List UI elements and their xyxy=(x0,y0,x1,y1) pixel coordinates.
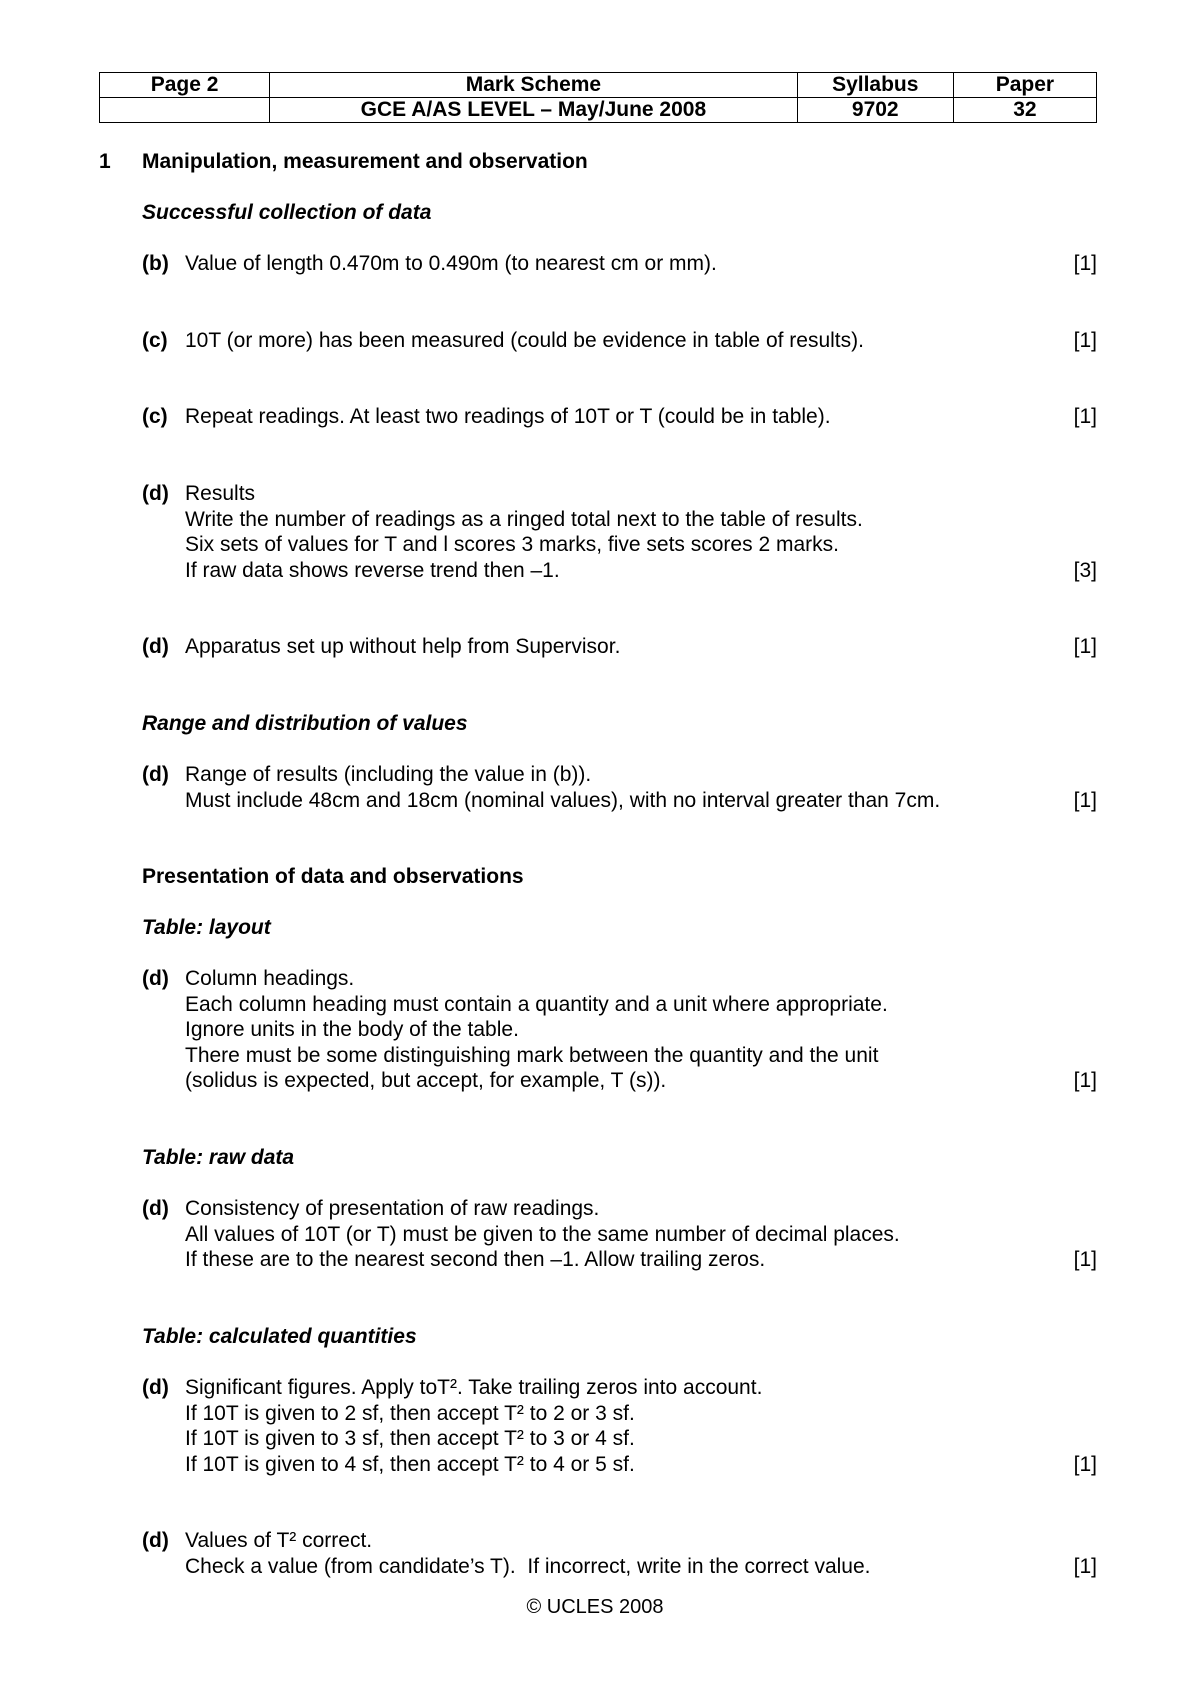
syllabus-code: 9702 xyxy=(797,98,953,123)
item-text: Consistency of presentation of raw readings. All values of 10T (or T) must be given to the same number of decimal places. If these are to the nearest second then –1. Allow trailing zeros. xyxy=(185,1197,900,1272)
section-heading: Table: calculated quantities xyxy=(142,1325,417,1348)
item-text: Results Write the number of readings as a ringed total next to the table of results. Six sets of values for T and l scores 3 marks, five sets scores 2 marks. If raw data shows reverse trend then –1. xyxy=(185,482,863,582)
item-mark: [1] xyxy=(1073,1248,1097,1271)
item-mark: [1] xyxy=(1073,405,1097,428)
document-title: Mark Scheme xyxy=(270,73,798,98)
syllabus-label: Syllabus xyxy=(797,73,953,98)
item-text: Range of results (including the value in (b)). Must include 48cm and 18cm (nominal values), with no interval greater than 7cm. xyxy=(185,763,941,812)
item-mark: [1] xyxy=(1073,1555,1097,1578)
item-mark: [1] xyxy=(1073,1069,1097,1092)
item-label: (b) xyxy=(142,252,169,275)
section-heading: Table: layout xyxy=(142,916,271,939)
item-label: (c) xyxy=(142,405,168,428)
item-label: (d) xyxy=(142,1197,169,1220)
item-label: (d) xyxy=(142,763,169,786)
header-row-1 xyxy=(100,73,1097,98)
item-mark: [1] xyxy=(1073,252,1097,275)
exam-name: GCE A/AS LEVEL – May/June 2008 xyxy=(270,98,798,123)
empty-cell xyxy=(100,98,270,123)
item-text: Significant figures. Apply toT². Take trailing zeros into account. If 10T is given to 2 sf, then accept T² to 2 or 3 sf. If 10T is given to 3 sf, then accept T² to 3 or 4 sf. If 10T is given to 4 sf, then accept T² to 4 or 5 sf. xyxy=(185,1376,763,1476)
item-mark: [3] xyxy=(1073,559,1097,582)
question-title: Manipulation, measurement and observation xyxy=(142,150,588,173)
item-label: (d) xyxy=(142,482,169,505)
item-label: (d) xyxy=(142,967,169,990)
item-label: (d) xyxy=(142,1376,169,1399)
item-text: Column headings. Each column heading must contain a quantity and a unit where appropriate. Ignore units in the body of the table. There must be some distinguishing mark between the quantity and the unit (solidus is expected, but accept, for example, T (s)). xyxy=(185,967,888,1093)
section-heading: Range and distribution of values xyxy=(142,712,468,735)
item-text: Apparatus set up without help from Supervisor. xyxy=(185,635,621,658)
section-heading: Successful collection of data xyxy=(142,201,432,224)
item-label: (d) xyxy=(142,635,169,658)
item-label: (c) xyxy=(142,329,168,352)
header-row-2 xyxy=(100,98,1097,123)
item-label: (d) xyxy=(142,1529,169,1552)
copyright-footer: © UCLES 2008 xyxy=(526,1596,664,1618)
page-number: Page 2 xyxy=(100,73,270,98)
item-text: Values of T² correct. Check a value (from candidate’s T). If incorrect, write in the correct value. xyxy=(185,1529,871,1578)
item-mark: [1] xyxy=(1073,1453,1097,1476)
header-table xyxy=(99,72,1097,123)
item-text: Value of length 0.470m to 0.490m (to nearest cm or mm). xyxy=(185,252,717,275)
section-heading: Table: raw data xyxy=(142,1146,295,1169)
item-text: 10T (or more) has been measured (could be evidence in table of results). xyxy=(185,329,864,352)
item-mark: [1] xyxy=(1073,635,1097,658)
paper-label: Paper xyxy=(953,73,1096,98)
item-mark: [1] xyxy=(1073,789,1097,812)
item-text: Repeat readings. At least two readings of 10T or T (could be in table). xyxy=(185,405,831,428)
paper-number: 32 xyxy=(953,98,1096,123)
item-mark: [1] xyxy=(1073,329,1097,352)
section-heading: Presentation of data and observations xyxy=(142,865,524,888)
question-number: 1 xyxy=(99,150,111,173)
